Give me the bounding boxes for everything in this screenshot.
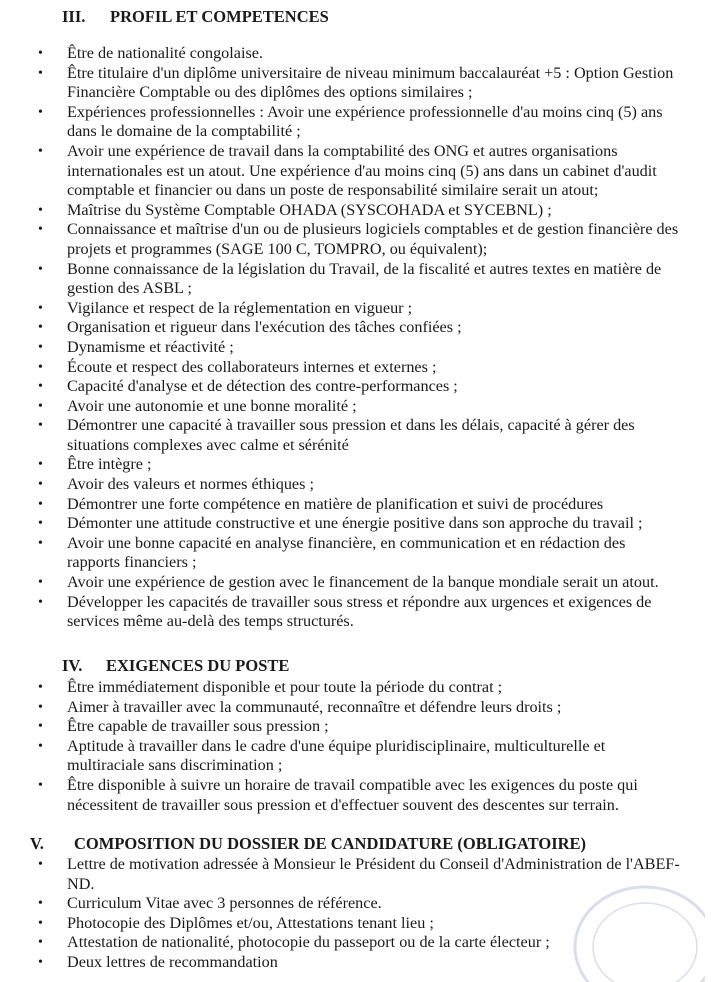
list-item	[0, 737, 711, 776]
list-item-text: Vigilance et respect de la réglementation en vigueur ;	[67, 298, 413, 317]
bullet-icon: • •	[38, 261, 43, 277]
bullet-icon: • •	[38, 680, 43, 695]
list-item-text: Lettre de motivation adressée à Monsieur le Président du Conseil d'Administration de l'ABEF-ND.	[67, 855, 680, 893]
list-item-text: Avoir une expérience de travail dans la comptabilité des ONG et autres organisations internationales est un atout. Une expérience d'au moins cinq (5) ans dans un cabinet d'audit comptable et financier ou dans un poste de responsabilité similaire serait un atout;	[67, 141, 657, 200]
list-item-text: Avoir des valeurs et normes éthiques ;	[67, 475, 314, 494]
list-item	[0, 338, 711, 358]
list-item-text: Curriculum Vitae avec 3 personnes de référence.	[67, 894, 382, 913]
section-number: V.	[30, 834, 44, 853]
section-heading-dossier	[30, 834, 586, 854]
exigences-list	[0, 678, 711, 815]
list-item	[0, 377, 711, 397]
bullet-icon: • •	[38, 516, 43, 532]
list-item	[0, 299, 711, 319]
list-item	[0, 495, 711, 515]
bullet-icon: • •	[38, 398, 43, 414]
bullet-icon: • •	[38, 339, 43, 355]
list-item-text: Démontrer une capacité à travailler sous pression et dans les délais, capacité à gérer des situations complexes avec calme et sérénité	[67, 416, 635, 454]
bullet-icon: • •	[38, 379, 43, 395]
list-item	[0, 717, 711, 737]
bullet-icon: • •	[38, 104, 43, 120]
section-number: III.	[62, 7, 86, 26]
list-item-text: Être disponible à suivre un horaire de travail compatible avec les exigences du poste qui nécessitent de travailler sous pression et d'effectuer souvent des descentes sur terrain.	[67, 775, 638, 814]
bullet-icon: • •	[38, 719, 43, 735]
bullet-icon: • •	[38, 535, 43, 551]
list-item	[0, 318, 711, 338]
section-title: PROFIL ET COMPETENCES	[110, 7, 329, 26]
organization-stamp	[565, 867, 705, 982]
list-item-text: Expériences professionnelles : Avoir une expérience professionnelle d'au moins cinq (5) ans dans le domaine de la comptabilité ;	[67, 102, 663, 141]
bullet-icon: • •	[38, 457, 43, 473]
list-item	[0, 455, 711, 475]
list-item-text: Dynamisme et réactivité ;	[67, 337, 234, 356]
bullet-icon: • •	[38, 222, 43, 238]
list-item-text: Démontrer une forte compétence en matière de planification et suivi de procédures	[67, 494, 604, 513]
list-item-text: Aimer à travailler avec la communauté, reconnaître et défendre leurs droits ;	[67, 697, 562, 716]
list-item	[0, 698, 711, 718]
list-item-text: Avoir une expérience de gestion avec le financement de la banque mondiale serait un atout.	[67, 573, 659, 592]
list-item-text: Être de nationalité congolaise.	[67, 44, 263, 62]
list-item-text: Être titulaire d'un diplôme universitaire de niveau minimum baccalauréat +5 : Option Gestion Financière Comptable ou des diplômes des options similaires ;	[67, 63, 674, 102]
list-item	[0, 44, 711, 64]
bullet-icon: • •	[38, 46, 43, 61]
bullet-icon: • •	[38, 896, 43, 912]
bullet-icon: • •	[38, 738, 43, 754]
bullet-icon: • •	[38, 477, 43, 493]
bullet-icon: • •	[38, 915, 43, 931]
list-item-text: Être immédiatement disponible et pour toute la période du contrat ;	[67, 678, 503, 696]
bullet-icon: • •	[38, 594, 43, 610]
list-item	[0, 201, 711, 221]
list-item-text: Capacité d'analyse et de détection des contre-performances ;	[67, 377, 458, 396]
profil-list	[0, 44, 711, 632]
list-item-text: Maîtrise du Système Comptable OHADA (SYSCOHADA et SYCEBNL) ;	[67, 200, 552, 219]
section-title: COMPOSITION DU DOSSIER DE CANDIDATURE (OBLIGATOIRE)	[74, 834, 587, 853]
list-item	[0, 514, 711, 534]
list-item	[0, 220, 711, 259]
list-item	[0, 475, 711, 495]
section-title: EXIGENCES DU POSTE	[106, 656, 290, 675]
list-item-text: Développer les capacités de travailler sous stress et répondre aux urgences et exigences de services même au-delà des temps structurés.	[67, 592, 652, 631]
list-item	[0, 573, 711, 593]
list-item-text: Connaissance et maîtrise d'un ou de plusieurs logiciels comptables et de gestion financière des projets et programmes (SAGE 100 C, TOMPRO, ou équivalent);	[67, 220, 679, 258]
bullet-icon: • •	[38, 954, 43, 970]
bullet-icon: • •	[38, 418, 43, 434]
list-item-text: Aptitude à travailler dans le cadre d'une équipe pluridisciplinaire, multiculturelle et multiraciale sans discrimination ;	[67, 736, 606, 775]
bullet-icon: • •	[38, 857, 43, 872]
list-item	[0, 534, 711, 573]
list-item	[0, 397, 711, 417]
bullet-icon: • •	[38, 320, 43, 336]
list-item	[0, 64, 711, 103]
list-item	[0, 593, 711, 632]
list-item	[0, 776, 711, 815]
section-heading-profil	[62, 7, 329, 27]
list-item	[0, 142, 711, 201]
list-item-text: Attestation de nationalité, photocopie du passeport ou de la carte électeur ;	[67, 933, 550, 952]
list-item	[0, 358, 711, 378]
bullet-icon: • •	[38, 699, 43, 715]
list-item	[0, 103, 711, 142]
list-item-text: Écoute et respect des collaborateurs internes et externes ;	[67, 357, 437, 376]
list-item-text: Être intègre ;	[67, 455, 152, 474]
bullet-icon: • •	[38, 496, 43, 512]
list-item-text: Avoir une bonne capacité en analyse financière, en communication et en rédaction des rapports financiers ;	[67, 533, 626, 572]
bullet-icon: • •	[38, 777, 43, 793]
list-item	[0, 416, 711, 455]
section-heading-exigences	[62, 656, 289, 676]
list-item-text: Deux lettres de recommandation	[67, 952, 278, 971]
bullet-icon: • •	[38, 300, 43, 316]
list-item	[0, 678, 711, 698]
section-number: IV.	[62, 656, 83, 675]
bullet-icon: • •	[38, 359, 43, 375]
list-item-text: Organisation et rigueur dans l'exécution des tâches confiées ;	[67, 318, 462, 337]
list-item-text: Bonne connaissance de la législation du Travail, de la fiscalité et autres textes en matière de gestion des ASBL ;	[67, 259, 662, 298]
list-item	[0, 260, 711, 299]
bullet-icon: • •	[38, 65, 43, 81]
bullet-icon: • •	[38, 575, 43, 591]
bullet-icon: • •	[38, 935, 43, 951]
list-item-text: Démonter une attitude constructive et une énergie positive dans son approche du travail ;	[67, 514, 643, 533]
bullet-icon: • •	[38, 143, 43, 159]
list-item-text: Photocopie des Diplômes et/ou, Attestations tenant lieu ;	[67, 913, 434, 932]
list-item-text: Avoir une autonomie et une bonne moralité ;	[67, 396, 357, 415]
list-item-text: Être capable de travailler sous pression ;	[67, 717, 329, 736]
bullet-icon: • •	[38, 202, 43, 218]
